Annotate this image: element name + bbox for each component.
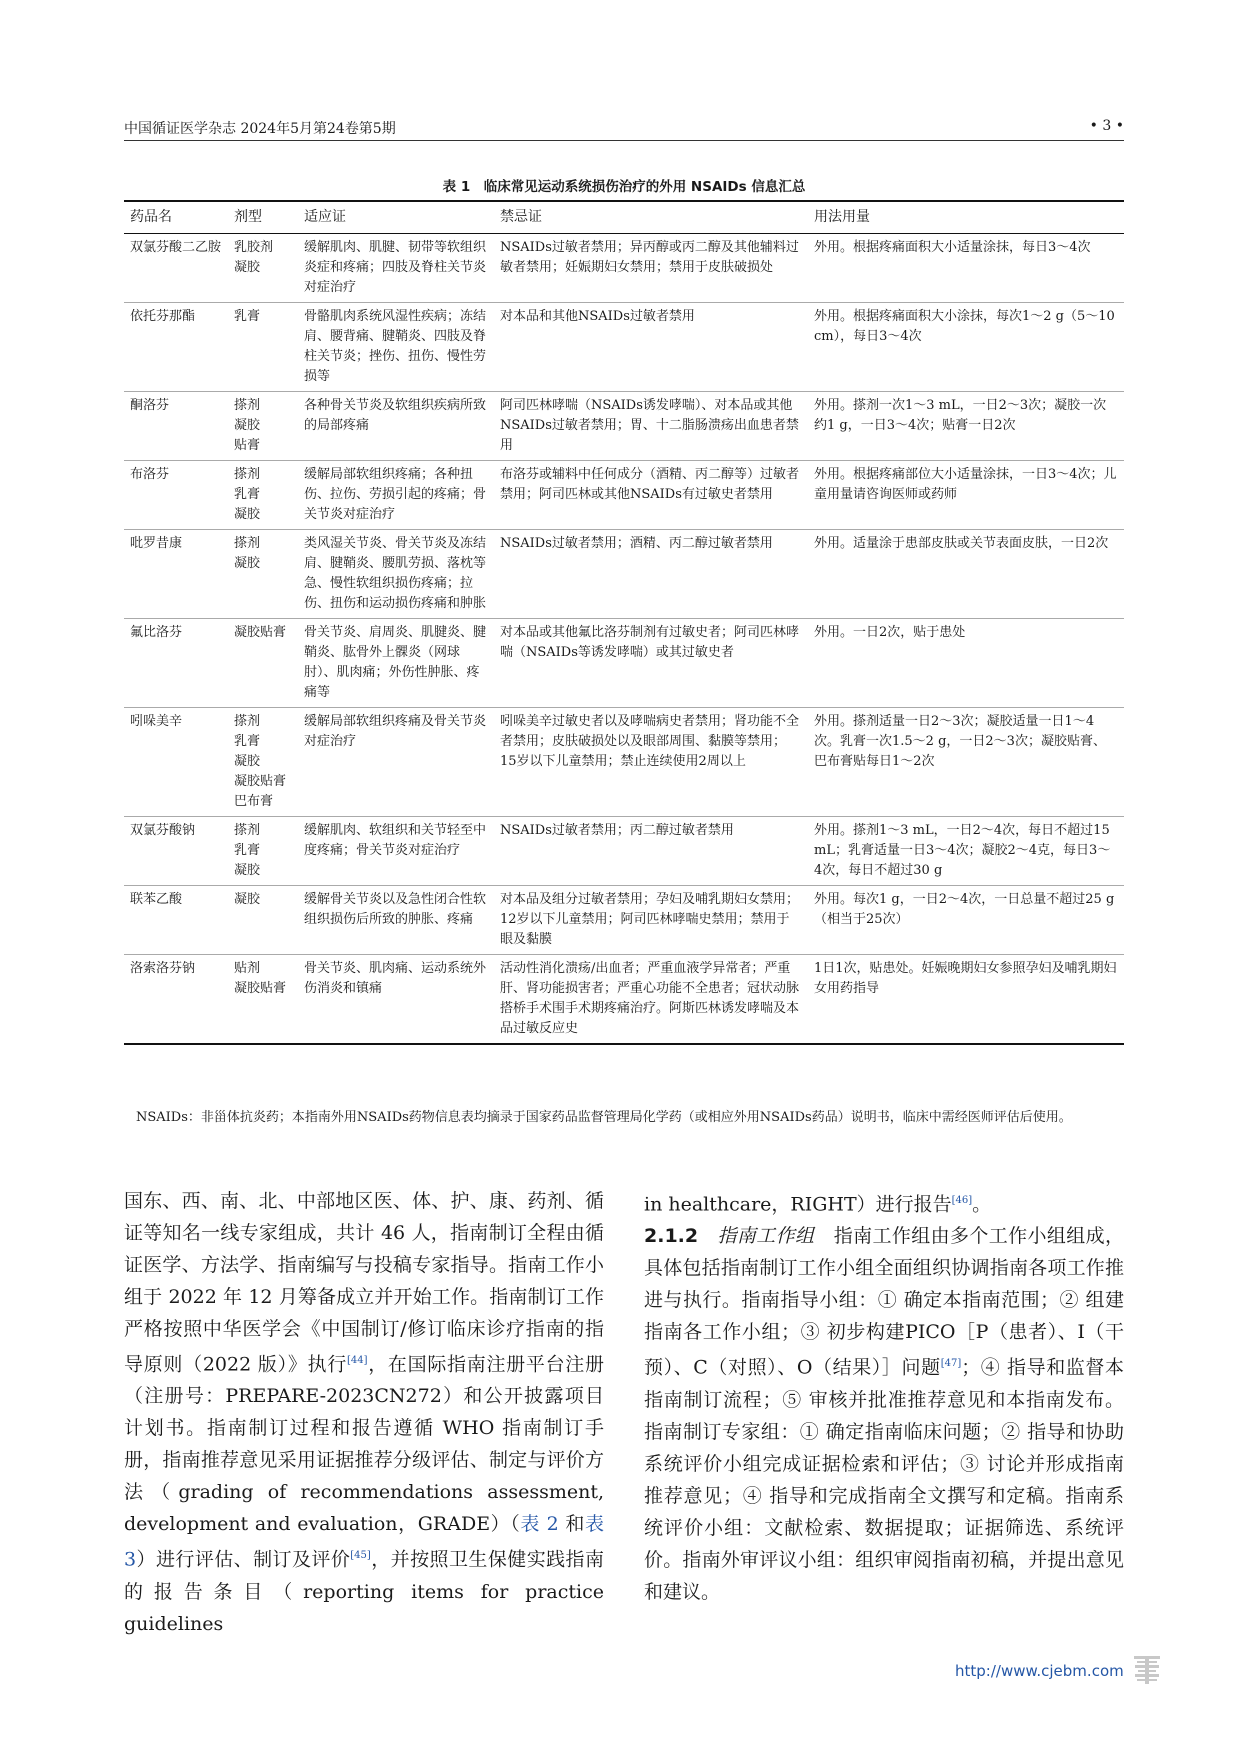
table-row bbox=[124, 234, 1124, 303]
dosage-form: 凝胶 bbox=[234, 507, 261, 522]
table-row bbox=[124, 530, 1124, 619]
dosage-form: 凝胶贴膏 bbox=[234, 774, 287, 789]
contraindication-cell: NSAIDs过敏者禁用；酒精、丙二醇过敏者禁用 bbox=[494, 530, 808, 619]
table-body bbox=[124, 234, 1124, 1045]
dosage-form: 凝胶 bbox=[234, 892, 261, 907]
usage-cell: 外用。适量涂于患部皮肤或关节表面皮肤，一日2次 bbox=[808, 530, 1124, 619]
usage-cell: 外用。一日2次，贴于患处 bbox=[808, 619, 1124, 708]
indication-cell: 缓解骨关节炎以及急性闭合性软组织损伤后所致的肿胀、疼痛 bbox=[298, 886, 494, 955]
journal-title: 中国循证医学杂志 2024年5月第24卷第5期 bbox=[124, 121, 396, 137]
usage-cell: 外用。搽剂适量一日2～3次；凝胶适量一日1～4次。乳膏一次1.5～2 g，一日2～3次；凝胶贴膏、巴布膏贴每日1～2次 bbox=[808, 708, 1124, 817]
drug-name-cell: 酮洛芬 bbox=[124, 392, 228, 461]
dosage-form: 搽剂 bbox=[234, 398, 261, 413]
paragraph-text: in healthcare，RIGHT）进行报告 bbox=[644, 1193, 952, 1216]
dosage-form: 乳胶剂 bbox=[234, 240, 274, 255]
dosage-form-cell bbox=[228, 619, 298, 708]
table-row bbox=[124, 817, 1124, 886]
dosage-form: 凝胶贴膏 bbox=[234, 981, 287, 996]
page-number: • 3 • bbox=[1089, 118, 1124, 134]
indication-cell: 各种骨关节炎及软组织疾病所致的局部疼痛 bbox=[298, 392, 494, 461]
dosage-form-cell bbox=[228, 955, 298, 1045]
dosage-form: 乳膏 bbox=[234, 487, 261, 502]
body-column-right bbox=[644, 1185, 1124, 1608]
dosage-form-cell bbox=[228, 530, 298, 619]
drug-name-cell: 吲哚美辛 bbox=[124, 708, 228, 817]
section-number: 2.1.2 bbox=[644, 1225, 699, 1248]
dosage-form: 凝胶 bbox=[234, 556, 261, 571]
table-row bbox=[124, 619, 1124, 708]
usage-cell: 外用。根据疼痛部位大小适量涂抹，一日3～4次；儿童用量请咨询医师或药师 bbox=[808, 461, 1124, 530]
dosage-form-cell bbox=[228, 886, 298, 955]
dosage-form: 搽剂 bbox=[234, 714, 261, 729]
dosage-form: 搽剂 bbox=[234, 467, 261, 482]
usage-cell: 外用。每次1 g，一日2～4次，一日总量不超过25 g（相当于25次） bbox=[808, 886, 1124, 955]
contraindication-cell: 吲哚美辛过敏史者以及哮喘病史者禁用；肾功能不全者禁用；皮肤破损处以及眼部周围、黏膜等禁用；15岁以下儿童禁用；禁止连续使用2周以上 bbox=[494, 708, 808, 817]
column-header: 禁忌证 bbox=[494, 201, 808, 234]
table-row bbox=[124, 886, 1124, 955]
usage-cell: 外用。搽剂1～3 mL，一日2～4次，每日不超过15 mL；乳膏适量一日3～4次；凝胶2～4克，每日3～4次，每日不超过30 g bbox=[808, 817, 1124, 886]
conjunction-text: 和 bbox=[558, 1513, 585, 1536]
citation-47[interactable]: [47] bbox=[940, 1358, 962, 1370]
dosage-form: 凝胶 bbox=[234, 754, 261, 769]
paragraph-text: ，并按照卫生保健实践指南的报告条目（reporting items for practice guidelines bbox=[124, 1548, 604, 1635]
usage-cell: 外用。搽剂一次1～3 mL，一日2～3次；凝胶一次约1 g，一日3～4次；贴膏一日2次 bbox=[808, 392, 1124, 461]
table-row bbox=[124, 955, 1124, 1045]
dosage-form: 搽剂 bbox=[234, 536, 261, 551]
section-title: 指南工作组 bbox=[717, 1225, 815, 1248]
dosage-form-cell bbox=[228, 708, 298, 817]
indication-cell: 骨关节炎、肩周炎、肌腱炎、腱鞘炎、肱骨外上髁炎（网球肘）、肌肉痛；外伤性肿胀、疼痛等 bbox=[298, 619, 494, 708]
nsaids-table bbox=[124, 200, 1124, 1045]
citation-45[interactable]: [45] bbox=[350, 1550, 371, 1562]
paragraph-text: 指南工作组由多个工作小组组成，具体包括指南制订工作小组全面组织协调指南各项工作推进与执行。指南指导小组：① 确定本指南范围；② 组建指南各工作小组；③ 初步构建PICO［P（患者）、I（干预）、C（对照）、O（结果）］问题 bbox=[644, 1225, 1124, 1379]
table-row bbox=[124, 708, 1124, 817]
usage-cell: 1日1次，贴患处。妊娠晚期妇女参照孕妇及哺乳期妇女用药指导 bbox=[808, 955, 1124, 1045]
paragraph-text: ；④ 指导和监督本指南制订流程；⑤ 审核并批准推荐意见和本指南发布。指南制订专家组：① 确定指南临床问题；② 指导和协助系统评价小组完成证据检索和评估；③ 讨论并形成指南推荐意见；④ 指导和完成指南全文撰写和定稿。指南系统评价小组：文献检索、数据提取；证据筛选、系统评价。指南外审评议小组：组织审阅指南初稿，并提出意见和建议。 bbox=[644, 1356, 1124, 1603]
link-table-3[interactable]: 表 3 bbox=[124, 1513, 604, 1571]
indication-cell: 缓解局部软组织疼痛；各种扭伤、拉伤、劳损引起的疼痛；骨关节炎对症治疗 bbox=[298, 461, 494, 530]
drug-name-cell: 联苯乙酸 bbox=[124, 886, 228, 955]
indication-cell: 骨关节炎、肌肉痛、运动系统外伤消炎和镇痛 bbox=[298, 955, 494, 1045]
usage-cell: 外用。根据疼痛面积大小涂抹，每次1～2 g（5～10 cm），每日3～4次 bbox=[808, 303, 1124, 392]
body-column-left bbox=[124, 1185, 604, 1640]
indication-cell: 缓解肌肉、肌腱、韧带等软组织炎症和疼痛；四肢及脊柱关节炎对症治疗 bbox=[298, 234, 494, 303]
usage-cell: 外用。根据疼痛面积大小适量涂抹，每日3～4次 bbox=[808, 234, 1124, 303]
dosage-form: 凝胶 bbox=[234, 260, 261, 275]
column-header: 用法用量 bbox=[808, 201, 1124, 234]
dosage-form: 乳膏 bbox=[234, 843, 261, 858]
dosage-form: 贴剂 bbox=[234, 961, 261, 976]
indication-cell: 类风湿关节炎、骨关节炎及冻结肩、腱鞘炎、腰肌劳损、落枕等急、慢性软组织损伤疼痛；拉伤、扭伤和运动损伤疼痛和肿胀 bbox=[298, 530, 494, 619]
drug-name-cell: 氟比洛芬 bbox=[124, 619, 228, 708]
dosage-form-cell bbox=[228, 392, 298, 461]
dosage-form: 贴膏 bbox=[234, 438, 261, 453]
contraindication-cell: 布洛芬或辅料中任何成分（酒精、丙二醇等）过敏者禁用；阿司匹林或其他NSAIDs有过敏史者禁用 bbox=[494, 461, 808, 530]
contraindication-cell: 对本品及组分过敏者禁用；孕妇及哺乳期妇女禁用；12岁以下儿童禁用；阿司匹林哮喘史禁用；禁用于眼及黏膜 bbox=[494, 886, 808, 955]
drug-name-cell: 洛索洛芬钠 bbox=[124, 955, 228, 1045]
citation-46[interactable]: [46] bbox=[951, 1195, 973, 1206]
journal-url-link[interactable]: http://www.cjebm.com bbox=[955, 1662, 1124, 1680]
table-caption: 表 1 临床常见运动系统损伤治疗的外用 NSAIDs 信息汇总 bbox=[442, 179, 806, 195]
dosage-form: 搽剂 bbox=[234, 823, 261, 838]
contraindication-cell: NSAIDs过敏者禁用；异丙醇或丙二醇及其他辅料过敏者禁用；妊娠期妇女禁用；禁用于皮肤破损处 bbox=[494, 234, 808, 303]
column-header: 药品名 bbox=[124, 201, 228, 234]
dosage-form: 凝胶贴膏 bbox=[234, 625, 287, 640]
dosage-form: 巴布膏 bbox=[234, 794, 274, 809]
contraindication-cell: 对本品或其他氟比洛芬制剂有过敏史者；阿司匹林哮喘（NSAIDs等诱发哮喘）或其过敏史者 bbox=[494, 619, 808, 708]
paragraph-text: 。 bbox=[972, 1193, 992, 1216]
paragraph-text: 国东、西、南、北、中部地区医、体、护、康、药剂、循证等知名一线专家组成，共计 46 人，指南制订全程由循证医学、方法学、指南编写与投稿专家指导。指南工作小组于 2022 年 12 月筹备成立并开始工作。指南制订工作严格按照中华医学会《中国制订/修订临床诊疗指南的指导原则（2022 版）》执行 bbox=[124, 1190, 604, 1376]
table-row bbox=[124, 303, 1124, 392]
dosage-form: 凝胶 bbox=[234, 863, 261, 878]
table-row bbox=[124, 461, 1124, 530]
dosage-form-cell bbox=[228, 303, 298, 392]
column-header: 适应证 bbox=[298, 201, 494, 234]
drug-name-cell: 吡罗昔康 bbox=[124, 530, 228, 619]
table-row bbox=[124, 392, 1124, 461]
dosage-form-cell bbox=[228, 234, 298, 303]
table-header-row bbox=[124, 201, 1124, 234]
drug-name-cell: 双氯芬酸钠 bbox=[124, 817, 228, 886]
drug-name-cell: 布洛芬 bbox=[124, 461, 228, 530]
contraindication-cell: 对本品和其他NSAIDs过敏者禁用 bbox=[494, 303, 808, 392]
paragraph-text: ，在国际指南注册平台注册（注册号：PREPARE-2023CN272）和公开披露项目计划书。指南制订过程和报告遵循 WHO 指南制订手册，指南推荐意见采用证据推荐分级评估、制定与评价方法（grading of recommendations assessment, development and evaluation，GRADE）（ bbox=[124, 1353, 604, 1536]
indication-cell: 缓解肌肉、软组织和关节轻至中度疼痛；骨关节炎对症治疗 bbox=[298, 817, 494, 886]
dosage-form: 凝胶 bbox=[234, 418, 261, 433]
dosage-form-cell bbox=[228, 461, 298, 530]
running-header bbox=[124, 118, 1124, 141]
dosage-form: 乳膏 bbox=[234, 309, 261, 324]
indication-cell: 缓解局部软组织疼痛及骨关节炎对症治疗 bbox=[298, 708, 494, 817]
dosage-form-cell bbox=[228, 817, 298, 886]
column-header: 剂型 bbox=[228, 201, 298, 234]
citation-44[interactable]: [44] bbox=[346, 1355, 368, 1366]
table-footnote: NSAIDs：非甾体抗炎药；本指南外用NSAIDs药物信息表均摘录于国家药品监督管理局化学药（或相应外用NSAIDs药品）说明书，临床中需经医师评估后使用。 bbox=[136, 1110, 1072, 1125]
contraindication-cell: 活动性消化溃疡/出血者；严重血液学异常者；严重肝、肾功能损害者；严重心功能不全患者；冠状动脉搭桥手术围手术期疼痛治疗。阿斯匹林诱发哮喘及本品过敏反应史 bbox=[494, 955, 808, 1045]
drug-name-cell: 双氯芬酸二乙胺 bbox=[124, 234, 228, 303]
drug-name-cell: 依托芬那酯 bbox=[124, 303, 228, 392]
contraindication-cell: NSAIDs过敏者禁用；丙二醇过敏者禁用 bbox=[494, 817, 808, 886]
dosage-form: 乳膏 bbox=[234, 734, 261, 749]
indication-cell: 骨骼肌肉系统风湿性疾病；冻结肩、腰背痛、腱鞘炎、四肢及脊柱关节炎；挫伤、扭伤、慢性劳损等 bbox=[298, 303, 494, 392]
link-table-2[interactable]: 表 2 bbox=[520, 1513, 559, 1536]
paragraph-text: ）进行评估、制订及评价 bbox=[136, 1548, 351, 1571]
journal-logo-icon bbox=[1132, 1654, 1162, 1686]
contraindication-cell: 阿司匹林哮喘（NSAIDs诱发哮喘）、对本品或其他NSAIDs过敏者禁用；胃、十二脂肠溃疡出血患者禁用 bbox=[494, 392, 808, 461]
